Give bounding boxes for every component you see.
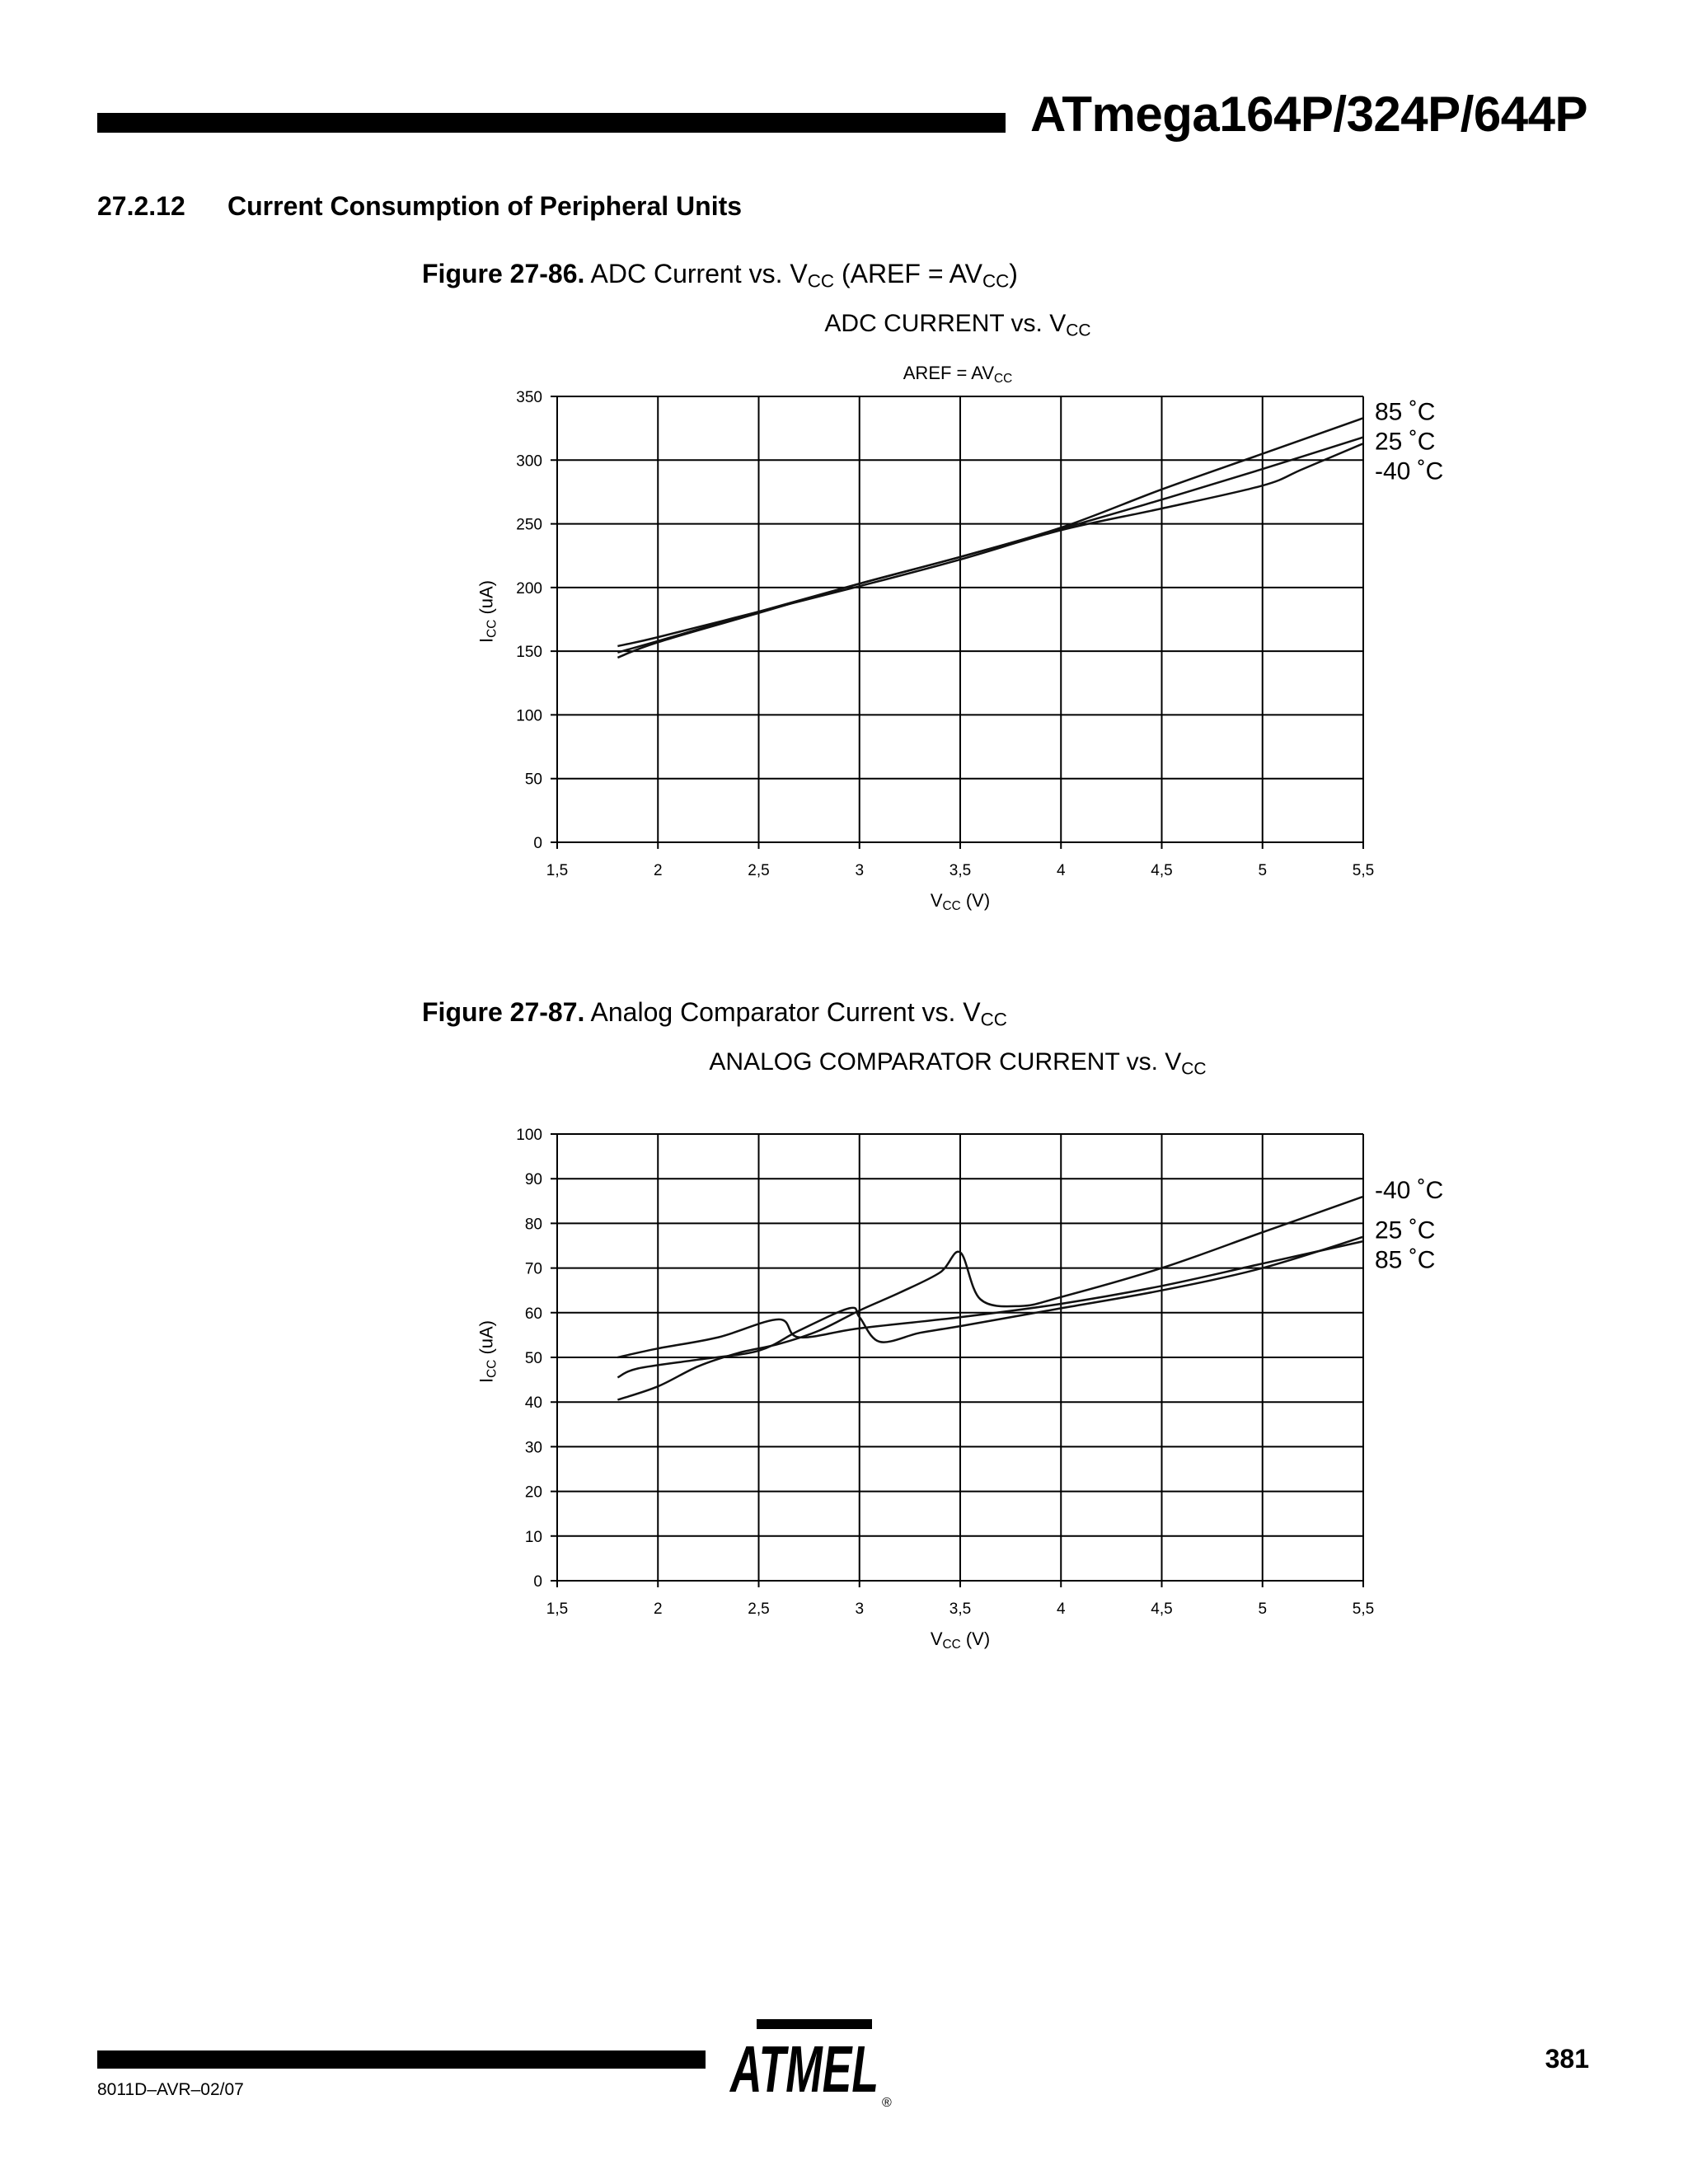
x-tick-label: 2,5 [748, 862, 770, 879]
x-tick-label: 5,5 [1352, 1601, 1375, 1618]
caption-sub: CC [980, 1009, 1007, 1030]
page-number: 381 [1545, 2044, 1589, 2074]
y-tick-label: 30 [524, 1439, 542, 1457]
figure-label: Figure 27-86. [422, 259, 585, 288]
x-axis-label-text: V [930, 1629, 943, 1649]
x-tick-label: 4,5 [1151, 1601, 1173, 1618]
x-axis-label-sub: CC [942, 1637, 961, 1652]
legend-label: 25 ˚C [1375, 428, 1436, 456]
y-tick-label: 40 [524, 1394, 542, 1413]
y-axis-label-sub: CC [485, 619, 499, 638]
y-tick-label: 200 [516, 579, 542, 598]
x-tick-label: 3,5 [949, 862, 972, 879]
caption-sub: CC [982, 270, 1010, 292]
caption-sub: CC [807, 270, 835, 292]
chart-title-sub: CC [1066, 321, 1091, 340]
caption-text: Analog Comparator Current vs. V [590, 997, 981, 1027]
y-tick-label: 0 [533, 1573, 542, 1591]
x-axis-label-sub: CC [942, 898, 961, 913]
x-tick-label: 5 [1258, 1601, 1268, 1618]
x-tick-label: 3 [855, 862, 865, 879]
chart-subtitle-text: AREF = AV [903, 363, 995, 383]
logo-top-bar [757, 2019, 872, 2029]
y-tick-label: 50 [524, 771, 542, 789]
atmel-logo [729, 2018, 902, 2116]
y-tick-label: 70 [524, 1260, 542, 1278]
x-tick-label: 3 [855, 1601, 865, 1618]
logo-text: ATMEL [729, 2032, 879, 2106]
section-number: 27.2.12 [97, 191, 185, 221]
y-tick-label: 300 [516, 452, 542, 471]
document-code: 8011D–AVR–02/07 [97, 2080, 244, 2099]
y-tick-label: 20 [524, 1483, 542, 1502]
document-title: ATmega164P/324P/644P [1030, 87, 1587, 142]
y-axis-label-text: I [476, 637, 497, 644]
caption-text: (AREF = AV [834, 259, 982, 288]
y-axis-label-unit: (uA) [476, 579, 497, 620]
x-axis-label-text: V [930, 890, 943, 911]
series-line [617, 438, 1363, 653]
y-tick-label: 100 [516, 707, 542, 725]
series-line [617, 1241, 1363, 1357]
y-tick-label: 80 [524, 1216, 542, 1234]
x-tick-label: 2 [653, 1601, 663, 1618]
registered-mark: ® [882, 2096, 892, 2110]
figure-label: Figure 27-87. [422, 997, 585, 1027]
x-tick-label: 2 [653, 862, 663, 879]
series-line [617, 1197, 1363, 1400]
legend-label: -40 ˚C [1375, 1176, 1444, 1204]
chart-title-text: ADC CURRENT vs. V [824, 310, 1067, 337]
x-tick-label: 1,5 [546, 862, 569, 879]
chart-title-text: ANALOG COMPARATOR CURRENT vs. V [709, 1048, 1182, 1076]
series-line [617, 1237, 1363, 1378]
caption-text: ) [1009, 259, 1018, 288]
footer-rule [97, 2050, 706, 2069]
y-tick-label: 0 [533, 835, 542, 852]
x-tick-label: 5,5 [1352, 862, 1375, 879]
y-tick-label: 90 [524, 1171, 542, 1189]
x-tick-label: 4 [1056, 862, 1066, 879]
caption-text: ADC Current vs. V [590, 259, 808, 288]
chart-subtitle-sub: CC [994, 371, 1013, 386]
section-title: Current Consumption of Peripheral Units [227, 191, 743, 221]
x-tick-label: 3,5 [949, 1601, 972, 1618]
y-tick-label: 60 [524, 1305, 542, 1323]
y-tick-label: 50 [524, 1350, 542, 1367]
y-axis-label-text: I [476, 1377, 497, 1384]
legend-label: -40 ˚C [1375, 457, 1444, 485]
x-axis-label-unit: (V) [960, 890, 991, 911]
y-tick-label: 100 [516, 1127, 542, 1144]
legend-label: 85 ˚C [1375, 1246, 1436, 1274]
x-tick-label: 4,5 [1151, 862, 1173, 879]
x-tick-label: 1,5 [546, 1601, 569, 1618]
x-tick-label: 4 [1056, 1601, 1066, 1618]
x-tick-label: 5 [1258, 862, 1268, 879]
series-line [617, 418, 1363, 658]
series-line [617, 443, 1363, 646]
legend-label: 25 ˚C [1375, 1216, 1436, 1244]
legend-label: 85 ˚C [1375, 398, 1436, 426]
y-tick-label: 250 [516, 516, 542, 534]
chart-title-sub: CC [1181, 1059, 1207, 1079]
x-axis-label-unit: (V) [960, 1629, 991, 1649]
y-tick-label: 350 [516, 389, 542, 406]
y-axis-label-sub: CC [485, 1359, 499, 1378]
y-tick-label: 150 [516, 644, 542, 662]
y-axis-label-unit: (uA) [476, 1319, 497, 1360]
x-tick-label: 2,5 [748, 1601, 770, 1618]
y-tick-label: 10 [524, 1528, 542, 1546]
